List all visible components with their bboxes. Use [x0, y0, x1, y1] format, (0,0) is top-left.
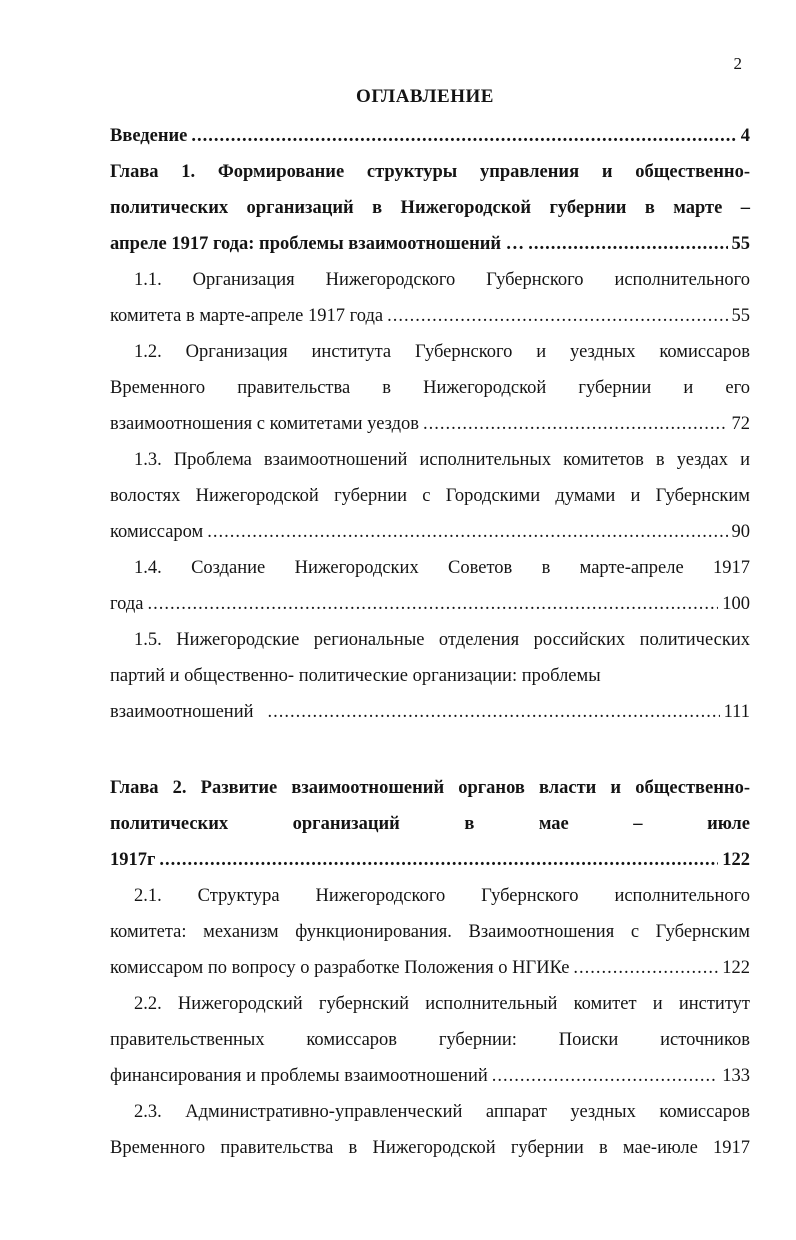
toc-section-1-3-line: 1.3. Проблема взаимоотношений исполнительных комитетов в уездах и	[134, 450, 750, 470]
toc-section-2-3-line: 2.3. Административно-управленческий аппарат уездных комиссаров	[134, 1102, 750, 1122]
dot-leader	[528, 226, 727, 262]
toc-page-number: 90	[731, 522, 750, 542]
toc-chapter-2-line: политических организаций в мае – июле	[110, 814, 750, 834]
page-title: ОГЛАВЛЕНИЕ	[356, 86, 494, 107]
toc-chapter-1-last-line	[110, 226, 750, 262]
toc-section-1-1-line: 1.1. Организация Нижегородского Губернского исполнительного	[134, 270, 750, 290]
toc-chapter-2-last-line	[110, 842, 750, 878]
toc-page-number: 4	[740, 126, 750, 146]
toc-entry-label: комитета в марте-апреле 1917 года	[110, 306, 384, 326]
toc-chapter-1-line: Глава 1. Формирование структуры управления и общественно-	[110, 162, 750, 182]
toc-entry-intro	[110, 118, 750, 154]
dot-leader	[159, 842, 718, 878]
toc-entry-label: апреле 1917 года: проблемы взаимоотношений …	[110, 234, 525, 254]
dot-leader	[147, 586, 718, 622]
toc-section-1-3-line: волостях Нижегородской губернии с Городскими думами и Губернским	[110, 486, 750, 506]
toc-section-2-2-line: 2.2. Нижегородский губернский исполнительный комитет и институт	[134, 994, 750, 1014]
toc-page-number: 100	[722, 594, 750, 614]
toc-page-number: 122	[722, 850, 750, 870]
toc-section-1-4-line: 1.4. Создание Нижегородских Советов в марте-апреле 1917	[134, 558, 750, 578]
dot-leader	[573, 950, 718, 986]
toc-section-1-4-last-line	[110, 586, 750, 622]
toc-section-1-5-last-line	[110, 694, 750, 730]
dot-leader	[207, 514, 727, 550]
dot-leader	[387, 298, 727, 334]
toc-page-number: 133	[722, 1066, 750, 1086]
toc-section-2-2-last-line	[110, 1058, 750, 1094]
chapter-gap	[110, 730, 750, 770]
toc-entry-label: взаимоотношений	[110, 702, 254, 722]
toc-section-1-5-line: партий и общественно- политические организации: проблемы	[110, 666, 601, 686]
toc-page-number: 122	[722, 958, 750, 978]
toc-page-number: 55	[731, 234, 750, 254]
dot-leader	[423, 406, 728, 442]
toc-entry-label: года	[110, 594, 144, 614]
toc-chapter-2-line: Глава 2. Развитие взаимоотношений органов власти и общественно-	[110, 778, 750, 798]
toc-section-2-1-line: комитета: механизм функционирования. Взаимоотношения с Губернским	[110, 922, 750, 942]
toc-entry-label: комиссаром	[110, 522, 204, 542]
toc-page-number: 55	[731, 306, 750, 326]
toc-section-1-3-last-line	[110, 514, 750, 550]
toc-chapter-1-line: политических организаций в Нижегородской губернии в марте –	[110, 198, 750, 218]
toc-section-2-2-line: правительственных комиссаров губернии: Поиски источников	[110, 1030, 750, 1050]
toc-page-number: 111	[723, 702, 750, 722]
toc-section-2-3-line: Временного правительства в Нижегородской губернии в мае-июле 1917	[110, 1138, 750, 1158]
toc-section-1-1-last-line	[110, 298, 750, 334]
toc-page-number: 72	[731, 414, 750, 434]
toc-section-1-2-line: Временного правительства в Нижегородской губернии и его	[110, 378, 750, 398]
table-of-contents	[110, 118, 750, 1166]
toc-section-1-5-line: 1.5. Нижегородские региональные отделения российских политических	[134, 630, 750, 650]
toc-section-2-1-last-line	[110, 950, 750, 986]
toc-entry-label: взаимоотношения с комитетами уездов	[110, 414, 419, 434]
dot-leader	[492, 1058, 719, 1094]
toc-section-1-2-last-line	[110, 406, 750, 442]
toc-entry-label: Введение	[110, 126, 188, 146]
toc-section-1-2-line: 1.2. Организация института Губернского и уездных комиссаров	[134, 342, 750, 362]
toc-entry-label: финансирования и проблемы взаимоотношений	[110, 1066, 488, 1086]
dot-leader	[191, 118, 736, 154]
toc-section-2-1-line: 2.1. Структура Нижегородского Губернского исполнительного	[134, 886, 750, 906]
page-number: 2	[733, 54, 742, 73]
toc-entry-label: 1917г	[110, 850, 156, 870]
dot-leader	[268, 694, 720, 730]
toc-entry-label: комиссаром по вопросу о разработке Положения о НГИКе	[110, 958, 570, 978]
